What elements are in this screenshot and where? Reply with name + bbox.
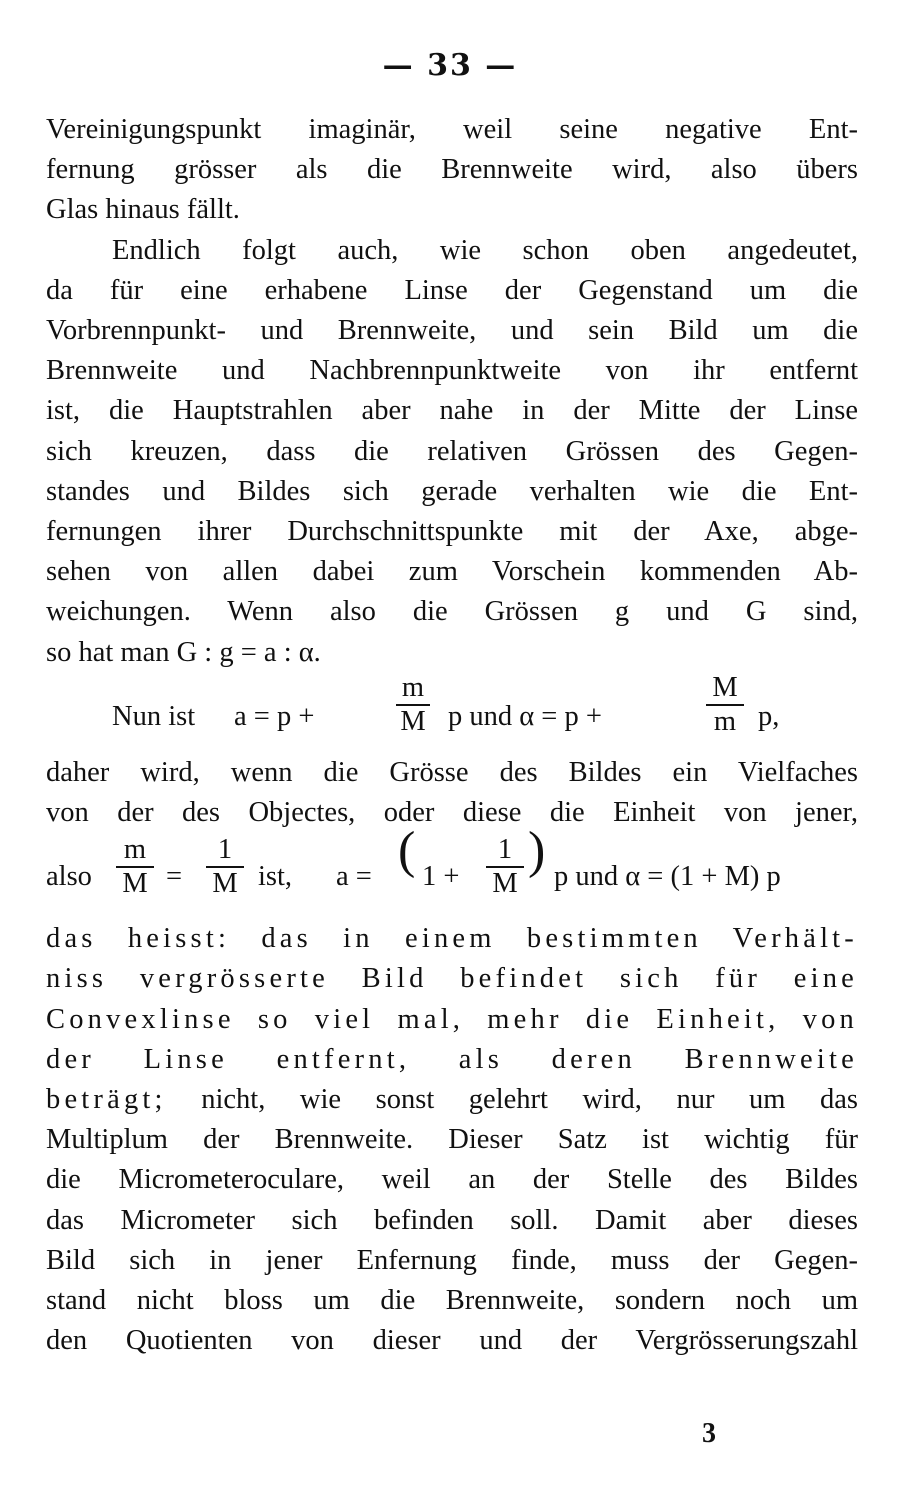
- denominator: M: [122, 868, 148, 900]
- numerator: 1: [217, 834, 233, 866]
- text-line: stand nicht bloss um die Brennweite, sondern noch um: [46, 1285, 858, 1317]
- text-line: fernung grösser als die Brennweite wird, also übers: [46, 154, 858, 186]
- text-line: niss vergrösserte Bild befindet sich für eine: [46, 963, 858, 995]
- text-line: Vereinigungspunkt imaginär, weil seine negative Ent-: [46, 114, 858, 145]
- text-line: weichungen. Wenn also die Grössen g und G sind,: [46, 596, 858, 628]
- formula-text: ist,: [258, 861, 293, 893]
- text-line: der Linse entfernt, als deren Brennweite: [46, 1043, 858, 1075]
- text-line: Endlich folgt auch, wie schon oben angedeutet,: [112, 234, 858, 266]
- denominator: m: [713, 705, 737, 737]
- fraction: [396, 673, 430, 737]
- text-line: das Micrometer sich befinden soll. Damit aber dieses: [46, 1204, 858, 1236]
- text-line: ist, die Hauptstrahlen aber nahe in der Mitte der Linse: [46, 395, 858, 427]
- text-line: sich kreuzen, dass die relativen Grössen des Gegen-: [46, 435, 858, 467]
- fraction: [486, 835, 524, 899]
- page-body: [46, 110, 858, 1361]
- text-line: fernungen ihrer Durchschnittspunkte mit der Axe, abge-: [46, 516, 858, 548]
- text-line: so hat man G : g = a : α.: [46, 636, 321, 668]
- formula-text: a = p +: [234, 700, 315, 732]
- numerator: m: [401, 671, 425, 703]
- formula-text: Nun ist: [112, 700, 196, 732]
- text-line: [46, 1080, 858, 1120]
- text-line: da für eine erhabene Linse der Gegenstand um die: [46, 274, 858, 306]
- page-header: — 33 —: [382, 48, 518, 83]
- text-line: Brennweite und Nachbrennpunktweite von ihr entfernt: [46, 355, 858, 387]
- text-line: Glas hinaus fällt.: [46, 194, 240, 226]
- text-line: Multiplum der Brennweite. Dieser Satz ist wichtig für: [46, 1124, 858, 1156]
- signature-mark: 3: [702, 1418, 716, 1449]
- formula-text: also: [46, 861, 92, 893]
- formula-text: p,: [758, 700, 780, 732]
- numerator: 1: [497, 834, 513, 866]
- close-parenthesis: ): [528, 822, 546, 880]
- denominator: M: [212, 868, 238, 900]
- spaced-text: beträgt;: [46, 1084, 167, 1116]
- text-line: daher wird, wenn die Grösse des Bildes ein Vielfaches: [46, 756, 858, 788]
- numerator: m: [123, 834, 147, 866]
- text-segment: nicht, wie sonst gelehrt wird, nur um das: [201, 1084, 858, 1116]
- text-line: Vorbrennpunkt- und Brennweite, und sein Bild um die: [46, 315, 858, 347]
- fraction: [706, 673, 744, 737]
- formula-text: a =: [336, 861, 372, 893]
- numerator: M: [712, 671, 738, 703]
- text-line: von der des Objectes, oder diese die Einheit von jener,: [46, 797, 858, 829]
- fraction: [116, 835, 154, 899]
- open-parenthesis: (: [398, 822, 416, 880]
- text-line: den Quotienten von dieser und der Vergrösserungszahl: [46, 1325, 858, 1357]
- formula-text: =: [166, 861, 183, 893]
- formula-text: 1 +: [422, 861, 460, 893]
- formula-2: [46, 822, 858, 919]
- denominator: M: [492, 868, 518, 900]
- text-line: die Micrometeroculare, weil an der Stelle des Bildes: [46, 1164, 858, 1196]
- denominator: M: [400, 705, 426, 737]
- formula-text: p und α = p +: [448, 700, 602, 732]
- text-line: standes und Bildes sich gerade verhalten wie die Ent-: [46, 475, 858, 507]
- text-line: Convexlinse so viel mal, mehr die Einheit, von: [46, 1003, 858, 1035]
- formula-text: p und α = (1 + M) p: [554, 861, 781, 893]
- text-line: das heisst: das in einem bestimmten Verhält-: [46, 923, 858, 955]
- text-line: Bild sich in jener Enfernung finde, muss der Gegen-: [46, 1244, 858, 1276]
- fraction: [206, 835, 244, 899]
- formula-1: [46, 673, 858, 753]
- text-line: sehen von allen dabei zum Vorschein kommenden Ab-: [46, 556, 858, 588]
